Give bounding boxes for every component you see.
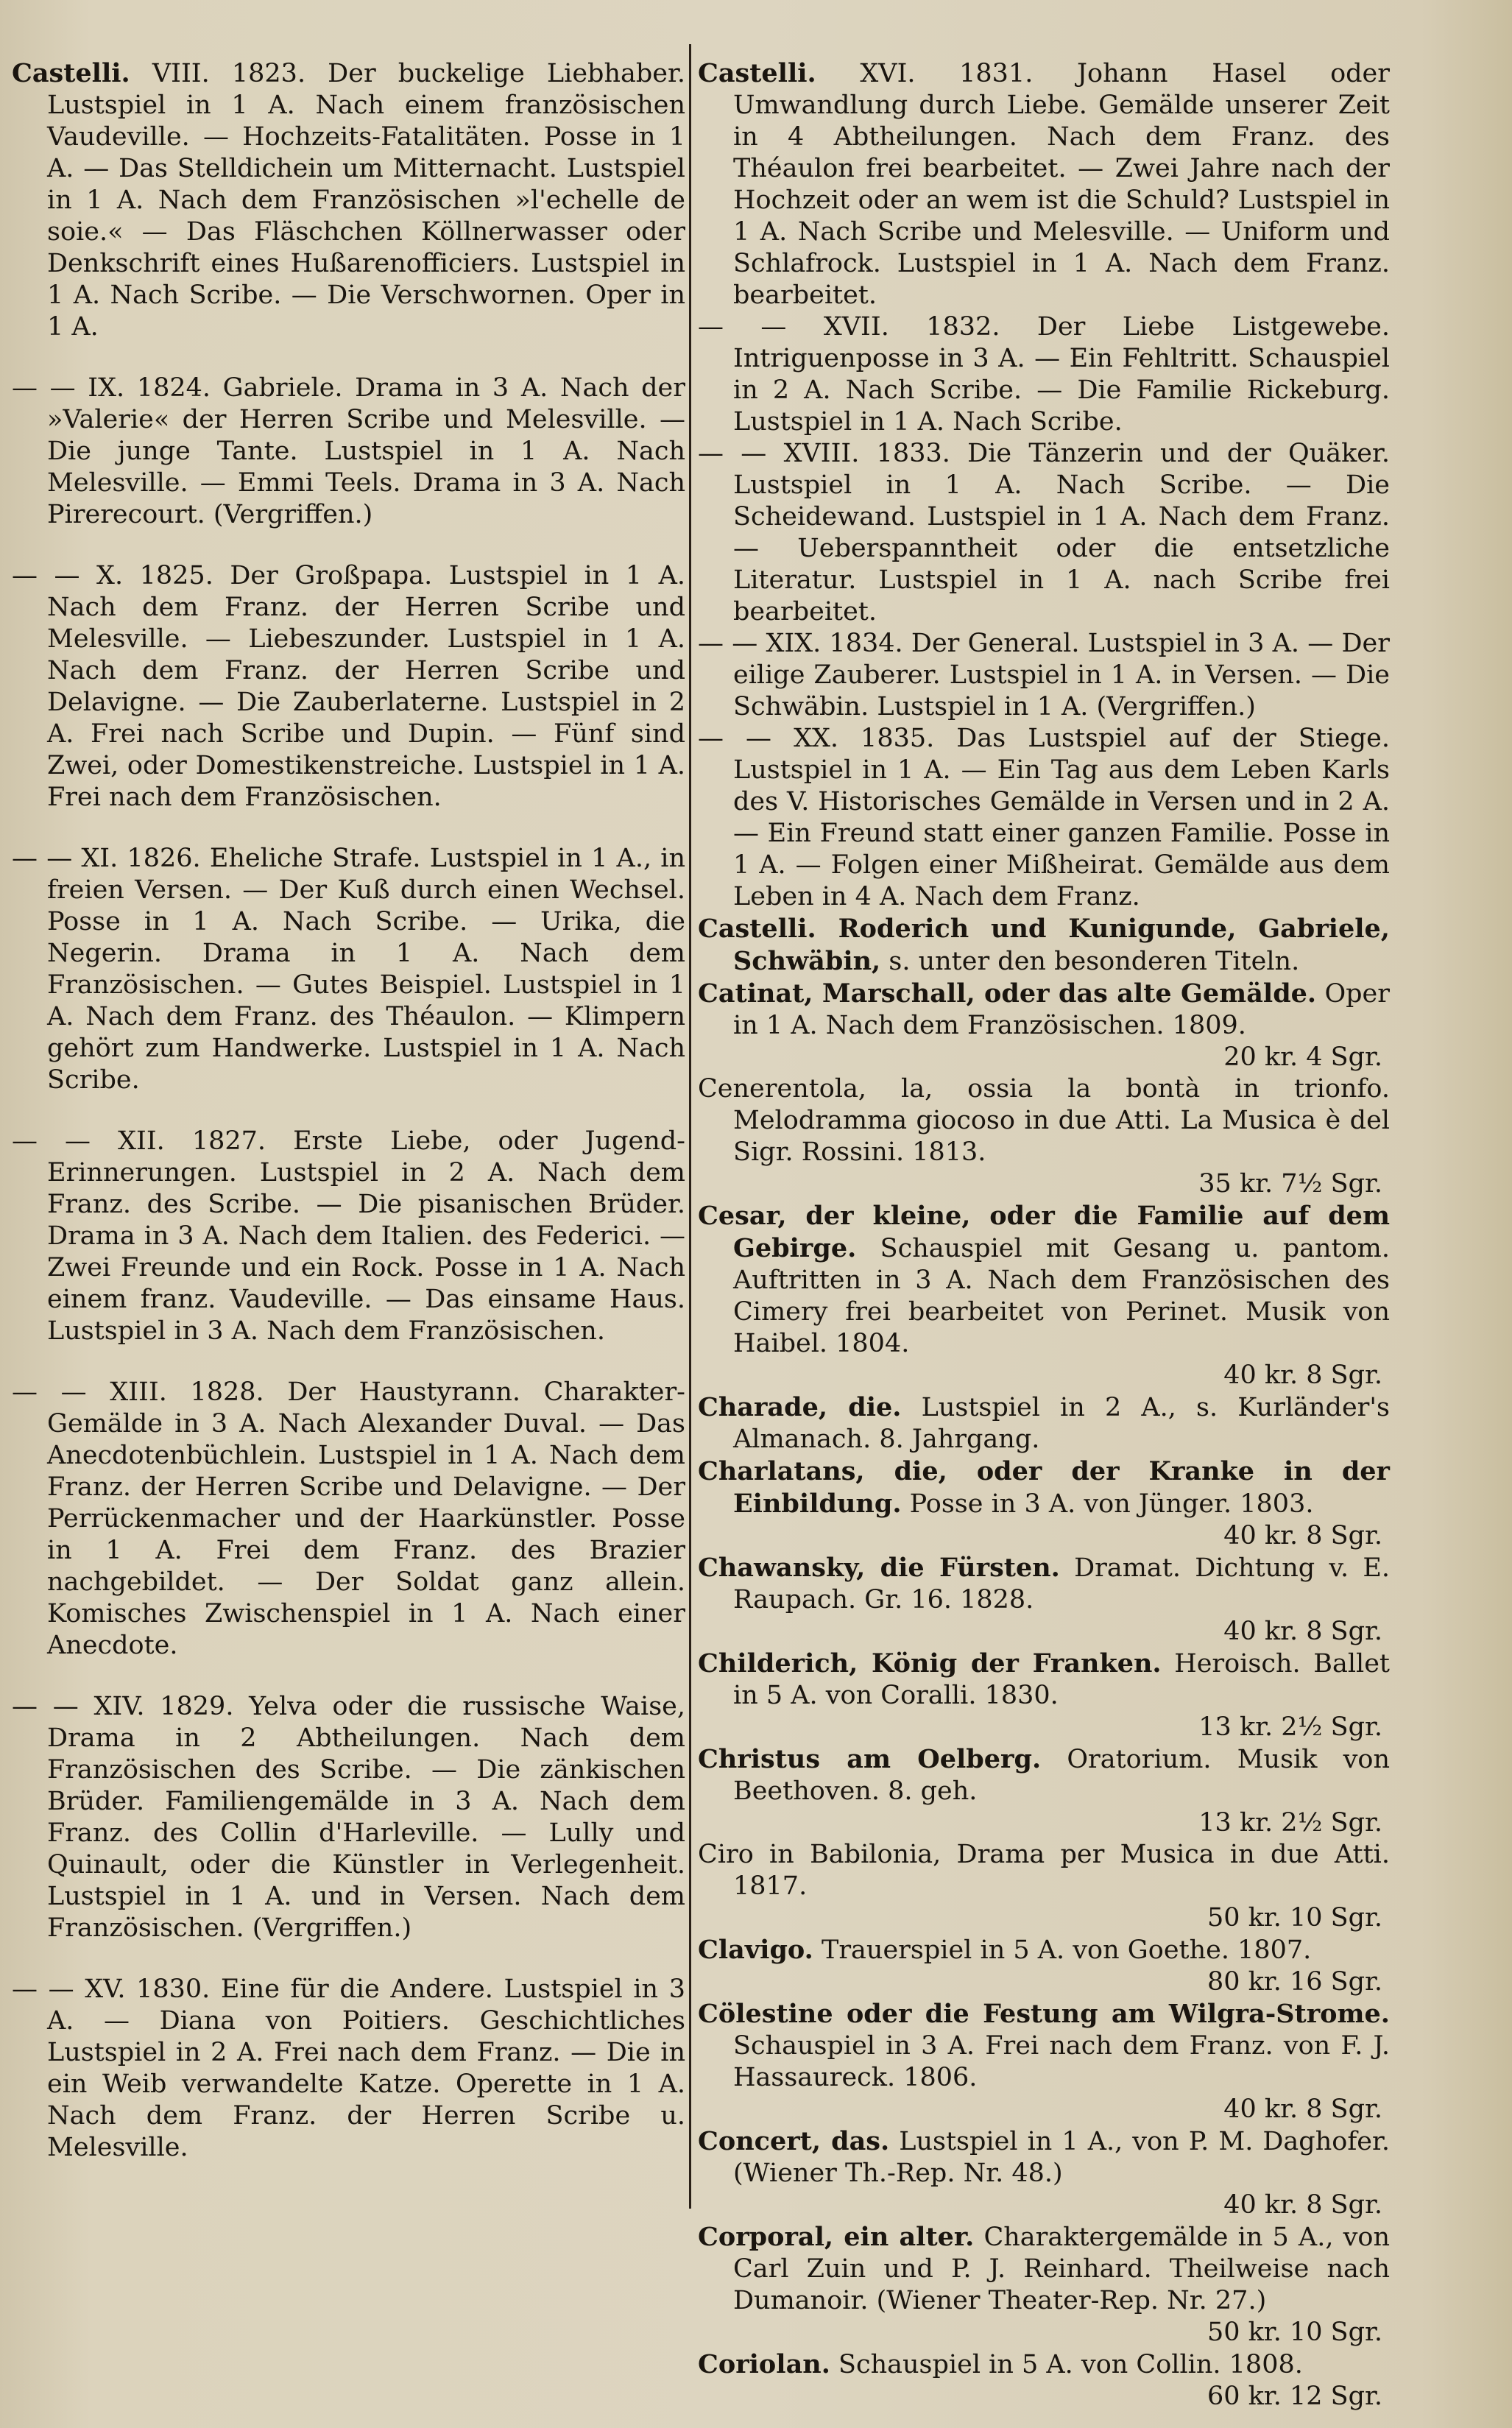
entry-text: — — X. 1825. Der Großpapa. Lustspiel in 1 A. Nach dem Franz. der Herren Scribe und Melesville. — Liebeszunder. Lustspiel in 1 A. Nach dem Franz. der Herren Scribe und Delavigne. — Die Zauberlaterne. Lustspiel in 2 A. Frei nach Scribe und Dupin. — Fünf sind Zwei, oder Domestikenstreiche. Lustspiel in 1 A. Frei nach dem Französischen. (12, 561, 685, 812)
entry-title: Childerich, König der Franken. (698, 1648, 1162, 1679)
entry-title: Chawansky, die Fürsten. (698, 1553, 1060, 1583)
entry-title: Charade, die. (698, 1392, 902, 1422)
catalog-entry (12, 1377, 685, 1662)
entry-price: 40 kr. 8 Sgr. (1223, 1617, 1382, 1646)
entry-text: Charaktergemälde in 5 A., von Carl Zuin und P. J. Reinhard. Theilweise nach Dumanoir. (Wiener Theater-Rep. Nr. 27.) (733, 2223, 1391, 2315)
catalog-entry (698, 1839, 1390, 1934)
catalog-entry (12, 1974, 685, 2164)
entry-text: — — IX. 1824. Gabriele. Drama in 3 A. Nach der »Valerie« der Herren Scribe und Melesville. — Die junge Tante. Lustspiel in 1 A. Nach Melesville. — Emmi Teels. Drama in 3 A. Nach Pirerecourt. (Vergriffen.) (12, 373, 685, 529)
catalog-entry (12, 843, 685, 1096)
entry-price: 40 kr. 8 Sgr. (1223, 1361, 1382, 1390)
entry-text: — — XI. 1826. Eheliche Strafe. Lustspiel in 1 A., in freien Versen. — Der Kuß durch einen Wechsel. Posse in 1 A. Nach Scribe. — Urika, die Negerin. Drama in 1 A. Nach dem Französischen. — Gutes Beispiel. Lustspiel in 1 A. Nach dem Franz. des Théaulon. — Klimpern gehört zum Handwerke. Lustspiel in 1 A. Nach Scribe. (12, 844, 685, 1095)
catalog-entry (12, 1126, 685, 1347)
entry-text: — — XX. 1835. Das Lustspiel auf der Stiege. Lustspiel in 1 A. — Ein Tag aus dem Leben Karls des V. Historisches Gemälde in Versen und in 2 A. — Ein Freund statt einer ganzen Familie. Posse in 1 A. — Folgen einer Mißheirat. Gemälde aus dem Leben in 4 A. Nach dem Franz. (698, 724, 1390, 911)
catalog-entry (698, 438, 1390, 628)
entry-price: 50 kr. 10 Sgr. (1207, 2318, 1382, 2347)
entry-price: 40 kr. 8 Sgr. (1223, 2094, 1382, 2124)
entry-price: 50 kr. 10 Sgr. (1207, 1903, 1382, 1933)
entry-text: Oratorium. Musik von Beethoven. 8. geh. (733, 1745, 1390, 1806)
entry-price: 80 kr. 16 Sgr. (1207, 1967, 1382, 1997)
entry-price: 40 kr. 8 Sgr. (1223, 2190, 1382, 2220)
entry-title: Christus am Oelberg. (698, 1744, 1042, 1774)
entry-text: Trauerspiel in 5 A. von Goethe. 1807. (813, 1935, 1312, 1965)
entry-text: — — XIII. 1828. Der Haustyrann. Charakter-Gemälde in 3 A. Nach Alexander Duval. — Das Anecdotenbüchlein. Lustspiel in 1 A. Nach dem Franz. der Herren Scribe und Delavigne. — Der Perrückenmacher und der Haarkünstler. Posse in 1 A. Frei dem Franz. des Brazier nachgebildet. — Der Soldat ganz allein. Komisches Zwischenspiel in 1 A. Nach einer Anecdote. (12, 1377, 685, 1660)
entry-title: Charlatans, die, oder der Kranke in der Einbildung. (698, 1456, 1390, 1519)
catalog-entry (12, 560, 685, 814)
entry-text: Schauspiel mit Gesang u. pantom. Auftritten in 3 A. Nach dem Französischen des Cimery frei bearbeitet von Perinet. Musik von Haibel. 1804. (733, 1234, 1390, 1358)
catalog-entry (698, 1200, 1390, 1391)
entry-text: s. unter den besonderen Titeln. (880, 947, 1300, 976)
catalog-entry (12, 373, 685, 531)
catalog-entry (698, 1998, 1390, 2125)
catalog-entry (698, 1552, 1390, 1648)
entry-title: Clavigo. (698, 1935, 813, 1965)
catalog-entry (698, 311, 1390, 438)
entry-title: Cölestine oder die Festung am Wilgra-Strome. (698, 1999, 1390, 2029)
entry-title: Cesar, der kleine, oder die Familie auf dem Gebirge. (698, 1201, 1390, 1263)
catalog-entry (698, 978, 1390, 1073)
entry-text: XVI. 1831. Johann Hasel oder Umwandlung durch Liebe. Gemälde unserer Zeit in 4 Abtheilungen. Nach dem Franz. des Théaulon frei bearbeitet. — Zwei Jahre nach der Hochzeit oder an wem ist die Schuld? Lustspiel in 1 A. Nach Scribe und Melesville. — Uniform und Schlafrock. Lustspiel in 1 A. Nach dem Franz. bearbeitet. (733, 59, 1390, 310)
entry-price: 60 kr. 12 Sgr. (1207, 2382, 1382, 2411)
entry-title: Catinat, Marschall, oder das alte Gemälde. (698, 978, 1317, 1009)
catalog-entry (698, 1743, 1390, 1839)
catalog-entry (698, 1073, 1390, 1200)
entry-text: Lustspiel in 2 A., s. Kurländer's Almanach. 8. Jahrgang. (733, 1393, 1390, 1454)
catalog-entry (698, 1455, 1390, 1552)
left-column (12, 57, 685, 2193)
entry-text: — — XIV. 1829. Yelva oder die russische Waise, Drama in 2 Abtheilungen. Nach dem Französischen des Scribe. — Die zänkischen Brüder. Familiengemälde in 3 A. Nach dem Franz. des Collin d'Harleville. — Lully und Quinault, oder die Künstler in Verlegenheit. Lustspiel in 1 A. und in Versen. Nach dem Französischen. (Vergriffen.) (12, 1692, 685, 1943)
entry-price: 40 kr. 8 Sgr. (1223, 1521, 1382, 1550)
entry-price: 13 kr. 2½ Sgr. (1198, 1808, 1382, 1838)
right-column (698, 57, 1390, 2413)
entry-title: Castelli. (698, 58, 816, 88)
entry-title: Castelli. (12, 58, 130, 88)
catalog-entry (12, 1691, 685, 1944)
entry-price: 13 kr. 2½ Sgr. (1198, 1712, 1382, 1742)
catalog-entry (698, 57, 1390, 311)
entry-text: VIII. 1823. Der buckelige Liebhaber. Lustspiel in 1 A. Nach einem französischen Vaudeville. — Hochzeits-Fatalitäten. Posse in 1 A. — Das Stelldichein um Mitternacht. Lustspiel in 1 A. Nach dem Französischen »l'echelle de soie.« — Das Fläschchen Köllnerwasser oder Denkschrift eines Hußarenofficiers. Lustspiel in 1 A. Nach Scribe. — Die Verschwornen. Oper in 1 A. (47, 59, 685, 342)
entry-text: Posse in 3 A. von Jünger. 1803. (901, 1489, 1314, 1519)
catalog-entry (698, 1648, 1390, 1743)
entry-text: Ciro in Babilonia, Drama per Musica in due Atti. 1817. (698, 1840, 1390, 1901)
entry-price: 35 kr. 7½ Sgr. (1198, 1169, 1382, 1199)
catalog-entry (698, 2221, 1390, 2348)
entry-text: — — XIX. 1834. Der General. Lustspiel in 3 A. — Der eilige Zauberer. Lustspiel in 1 A. in Versen. — Die Schwäbin. Lustspiel in 1 A. (Vergriffen.) (698, 629, 1390, 721)
catalog-entry (698, 1934, 1390, 1998)
entry-text: Lustspiel in 1 A., von P. M. Daghofer. (Wiener Th.-Rep. Nr. 48.) (733, 2127, 1390, 2188)
entry-text: Dramat. Dichtung v. E. Raupach. Gr. 16. 1828. (733, 1553, 1391, 1614)
entry-title: Concert, das. (698, 2126, 890, 2156)
catalog-entry (698, 723, 1390, 913)
entry-title: Coriolan. (698, 2349, 830, 2379)
entry-text: Heroisch. Ballet in 5 A. von Coralli. 1830. (733, 1649, 1391, 1710)
catalog-entry (698, 913, 1390, 978)
catalog-entry (698, 628, 1390, 723)
entry-text: — — XII. 1827. Erste Liebe, oder Jugend-Erinnerungen. Lustspiel in 2 A. Nach dem Franz. des Scribe. — Die pisanischen Brüder. Drama in 3 A. Nach dem Italien. des Federici. — Zwei Freunde und ein Rock. Posse in 1 A. Nach einem franz. Vaudeville. — Das einsame Haus. Lustspiel in 3 A. Nach dem Französischen. (12, 1126, 685, 1346)
entry-text: — — XV. 1830. Eine für die Andere. Lustspiel in 3 A. — Diana von Poitiers. Geschichtliches Lustspiel in 2 A. Frei nach dem Franz. — Die in ein Weib verwandelte Katze. Operette in 1 A. Nach dem Franz. der Herren Scribe u. Melesville. (12, 1974, 685, 2162)
catalog-entry (698, 2348, 1390, 2413)
column-divider (689, 44, 691, 2209)
entry-text: — — XVII. 1832. Der Liebe Listgewebe. Intriguenposse in 3 A. — Ein Fehltritt. Schauspiel in 2 A. Nach Scribe. — Die Familie Rickeburg. Lustspiel in 1 A. Nach Scribe. (698, 312, 1390, 437)
catalog-entry (12, 57, 685, 343)
entry-text: Schauspiel in 3 A. Frei nach dem Franz. von F. J. Hassaureck. 1806. (733, 2031, 1390, 2092)
catalog-entry (698, 1391, 1390, 1455)
entry-price: 20 kr. 4 Sgr. (1223, 1042, 1382, 1072)
entry-title: Castelli. Roderich und Kunigunde, Gabriele, Schwäbin, (698, 914, 1390, 976)
catalog-entry (698, 2125, 1390, 2221)
entry-text: — — XVIII. 1833. Die Tänzerin und der Quäker. Lustspiel in 1 A. Nach Scribe. — Die Scheidewand. Lustspiel in 1 A. Nach dem Franz. — Ueberspanntheit oder die entsetzliche Literatur. Lustspiel in 1 A. nach Scribe frei bearbeitet. (698, 439, 1390, 627)
entry-text: Oper in 1 A. Nach dem Französischen. 1809. (733, 979, 1391, 1040)
entry-text: Cenerentola, la, ossia la bontà in trionfo. Melodramma giocoso in due Atti. La Musica è del Sigr. Rossini. 1813. (698, 1074, 1390, 1167)
entry-text: Schauspiel in 5 A. von Collin. 1808. (830, 2350, 1303, 2379)
entry-title: Corporal, ein alter. (698, 2222, 975, 2252)
